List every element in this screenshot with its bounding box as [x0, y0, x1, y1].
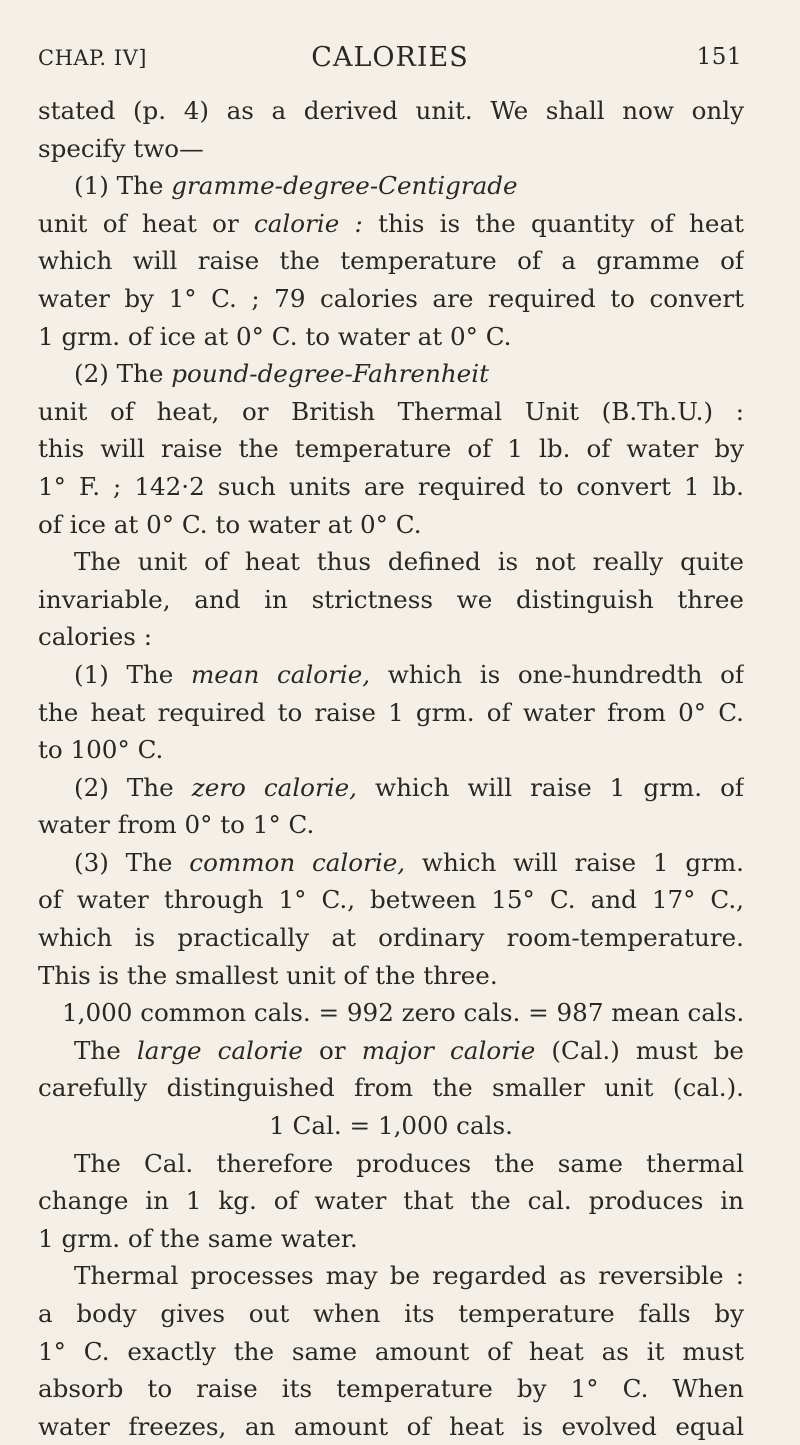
text-run: absorb to raise its temperature by 1° C. When [38, 1374, 744, 1404]
text-run: this is the quantity of heat [362, 208, 744, 238]
text-run: (1) The [74, 171, 172, 201]
text-line [38, 806, 744, 844]
text-line [38, 769, 744, 807]
italic-term: major calorie [361, 1035, 536, 1065]
italic-term: gramme-degree-Centigrade [171, 171, 518, 201]
text-run: The unit of heat thus defined is not really quite [74, 547, 744, 577]
text-run: change in 1 kg. of water that the cal. produces in [38, 1186, 744, 1216]
text-line [38, 581, 744, 619]
page-title: CALORIES [311, 42, 469, 73]
text-line [38, 430, 744, 468]
text-run: carefully distinguished from the smaller unit (cal.). [38, 1073, 744, 1103]
text-line [38, 844, 744, 882]
text-line [38, 919, 744, 957]
text-run: which will raise 1 grm. of [356, 772, 744, 802]
text-line [38, 242, 744, 280]
text-line [38, 205, 744, 243]
text-run: unit of heat or [38, 208, 254, 238]
running-head [38, 42, 742, 82]
text-line [38, 543, 744, 581]
text-run: water from 0° to 1° C. [38, 810, 315, 840]
text-run: Thermal processes may be regarded as reversible : [74, 1261, 744, 1291]
italic-term: pound-degree-Fahrenheit [171, 359, 489, 389]
text-run: (3) The [74, 847, 190, 877]
text-run: (1) The [74, 659, 191, 689]
text-run: water by 1° C. ; 79 calories are required to convert [38, 283, 744, 313]
text-line [38, 881, 744, 919]
text-line [38, 167, 744, 205]
italic-term: mean calorie, [190, 659, 371, 689]
text-run: which will raise 1 grm. [405, 847, 744, 877]
italic-term: zero calorie, [191, 772, 357, 802]
text-line [38, 506, 744, 544]
italic-term: large calorie [136, 1035, 303, 1065]
text-line [38, 393, 744, 431]
text-run: 1° C. exactly the same amount of heat as it must [38, 1336, 744, 1366]
text-line [38, 318, 744, 356]
text-line [38, 355, 744, 393]
body-text [38, 92, 744, 1445]
text-run: This is the smallest unit of the three. [38, 960, 498, 990]
text-run: of ice at 0° C. to water at 0° C. [38, 509, 422, 539]
page-number: 151 [696, 44, 742, 70]
text-line [38, 1370, 744, 1408]
text-line [38, 656, 744, 694]
text-run: calories : [38, 622, 153, 652]
text-line [38, 1032, 744, 1070]
text-run: specify two— [38, 133, 204, 163]
text-line [38, 618, 744, 656]
text-run: a body gives out when its temperature falls by [38, 1299, 744, 1328]
text-run: The Cal. therefore produces the same thermal [74, 1148, 744, 1178]
text-run: invariable, and in strictness we distinguish three [38, 584, 744, 614]
text-run: this will raise the temperature of 1 lb. of water by [38, 434, 744, 464]
text-run: (2) The [74, 359, 172, 389]
text-line [38, 731, 744, 769]
text-line [38, 1220, 744, 1258]
text-run: the heat required to raise 1 grm. of water from 0° C. [38, 697, 744, 727]
text-run: (Cal.) must be [535, 1035, 744, 1065]
text-run: water freezes, an amount of heat is evolved equal [38, 1411, 744, 1441]
text-run: (2) The [74, 772, 192, 802]
text-run: of water through 1° C., between 15° C. and 17° C., [38, 885, 744, 915]
text-line [38, 1295, 744, 1333]
text-line [38, 994, 744, 1032]
italic-term: calorie : [253, 208, 363, 238]
text-line [38, 1408, 744, 1445]
text-line [38, 1145, 744, 1183]
text-run: to 100° C. [38, 735, 164, 765]
text-run: or [302, 1035, 362, 1065]
text-run: 1° F. ; 142·2 such units are required to convert 1 lb. [38, 471, 744, 501]
text-run: stated (p. 4) as a derived unit. We shall now only [38, 96, 744, 125]
text-line [38, 1107, 744, 1145]
text-run: The [74, 1035, 137, 1065]
italic-term: common calorie, [189, 847, 406, 877]
text-line [38, 694, 744, 732]
text-line [38, 1182, 744, 1220]
text-run: which will raise the temperature of a gramme of [38, 246, 744, 276]
text-run: unit of heat, or British Thermal Unit (B.Th.U.) : [38, 396, 744, 426]
text-line [38, 130, 744, 168]
text-run: 1,000 common cals. = 992 zero cals. = 987 mean cals. [62, 998, 744, 1028]
text-line [38, 1333, 744, 1371]
text-line [38, 92, 744, 130]
text-run: 1 Cal. = 1,000 cals. [269, 1111, 513, 1141]
text-run: which is practically at ordinary room-temperature. [38, 923, 744, 953]
text-run: 1 grm. of ice at 0° C. to water at 0° C. [38, 321, 512, 351]
text-line [38, 468, 744, 506]
text-line [38, 1069, 744, 1107]
text-line [38, 957, 744, 995]
text-line [38, 280, 744, 318]
text-run: 1 grm. of the same water. [38, 1223, 358, 1253]
chapter-label: CHAP. IV] [38, 46, 147, 70]
text-line [38, 1257, 744, 1295]
text-run: which is one-hundredth of [370, 659, 744, 689]
